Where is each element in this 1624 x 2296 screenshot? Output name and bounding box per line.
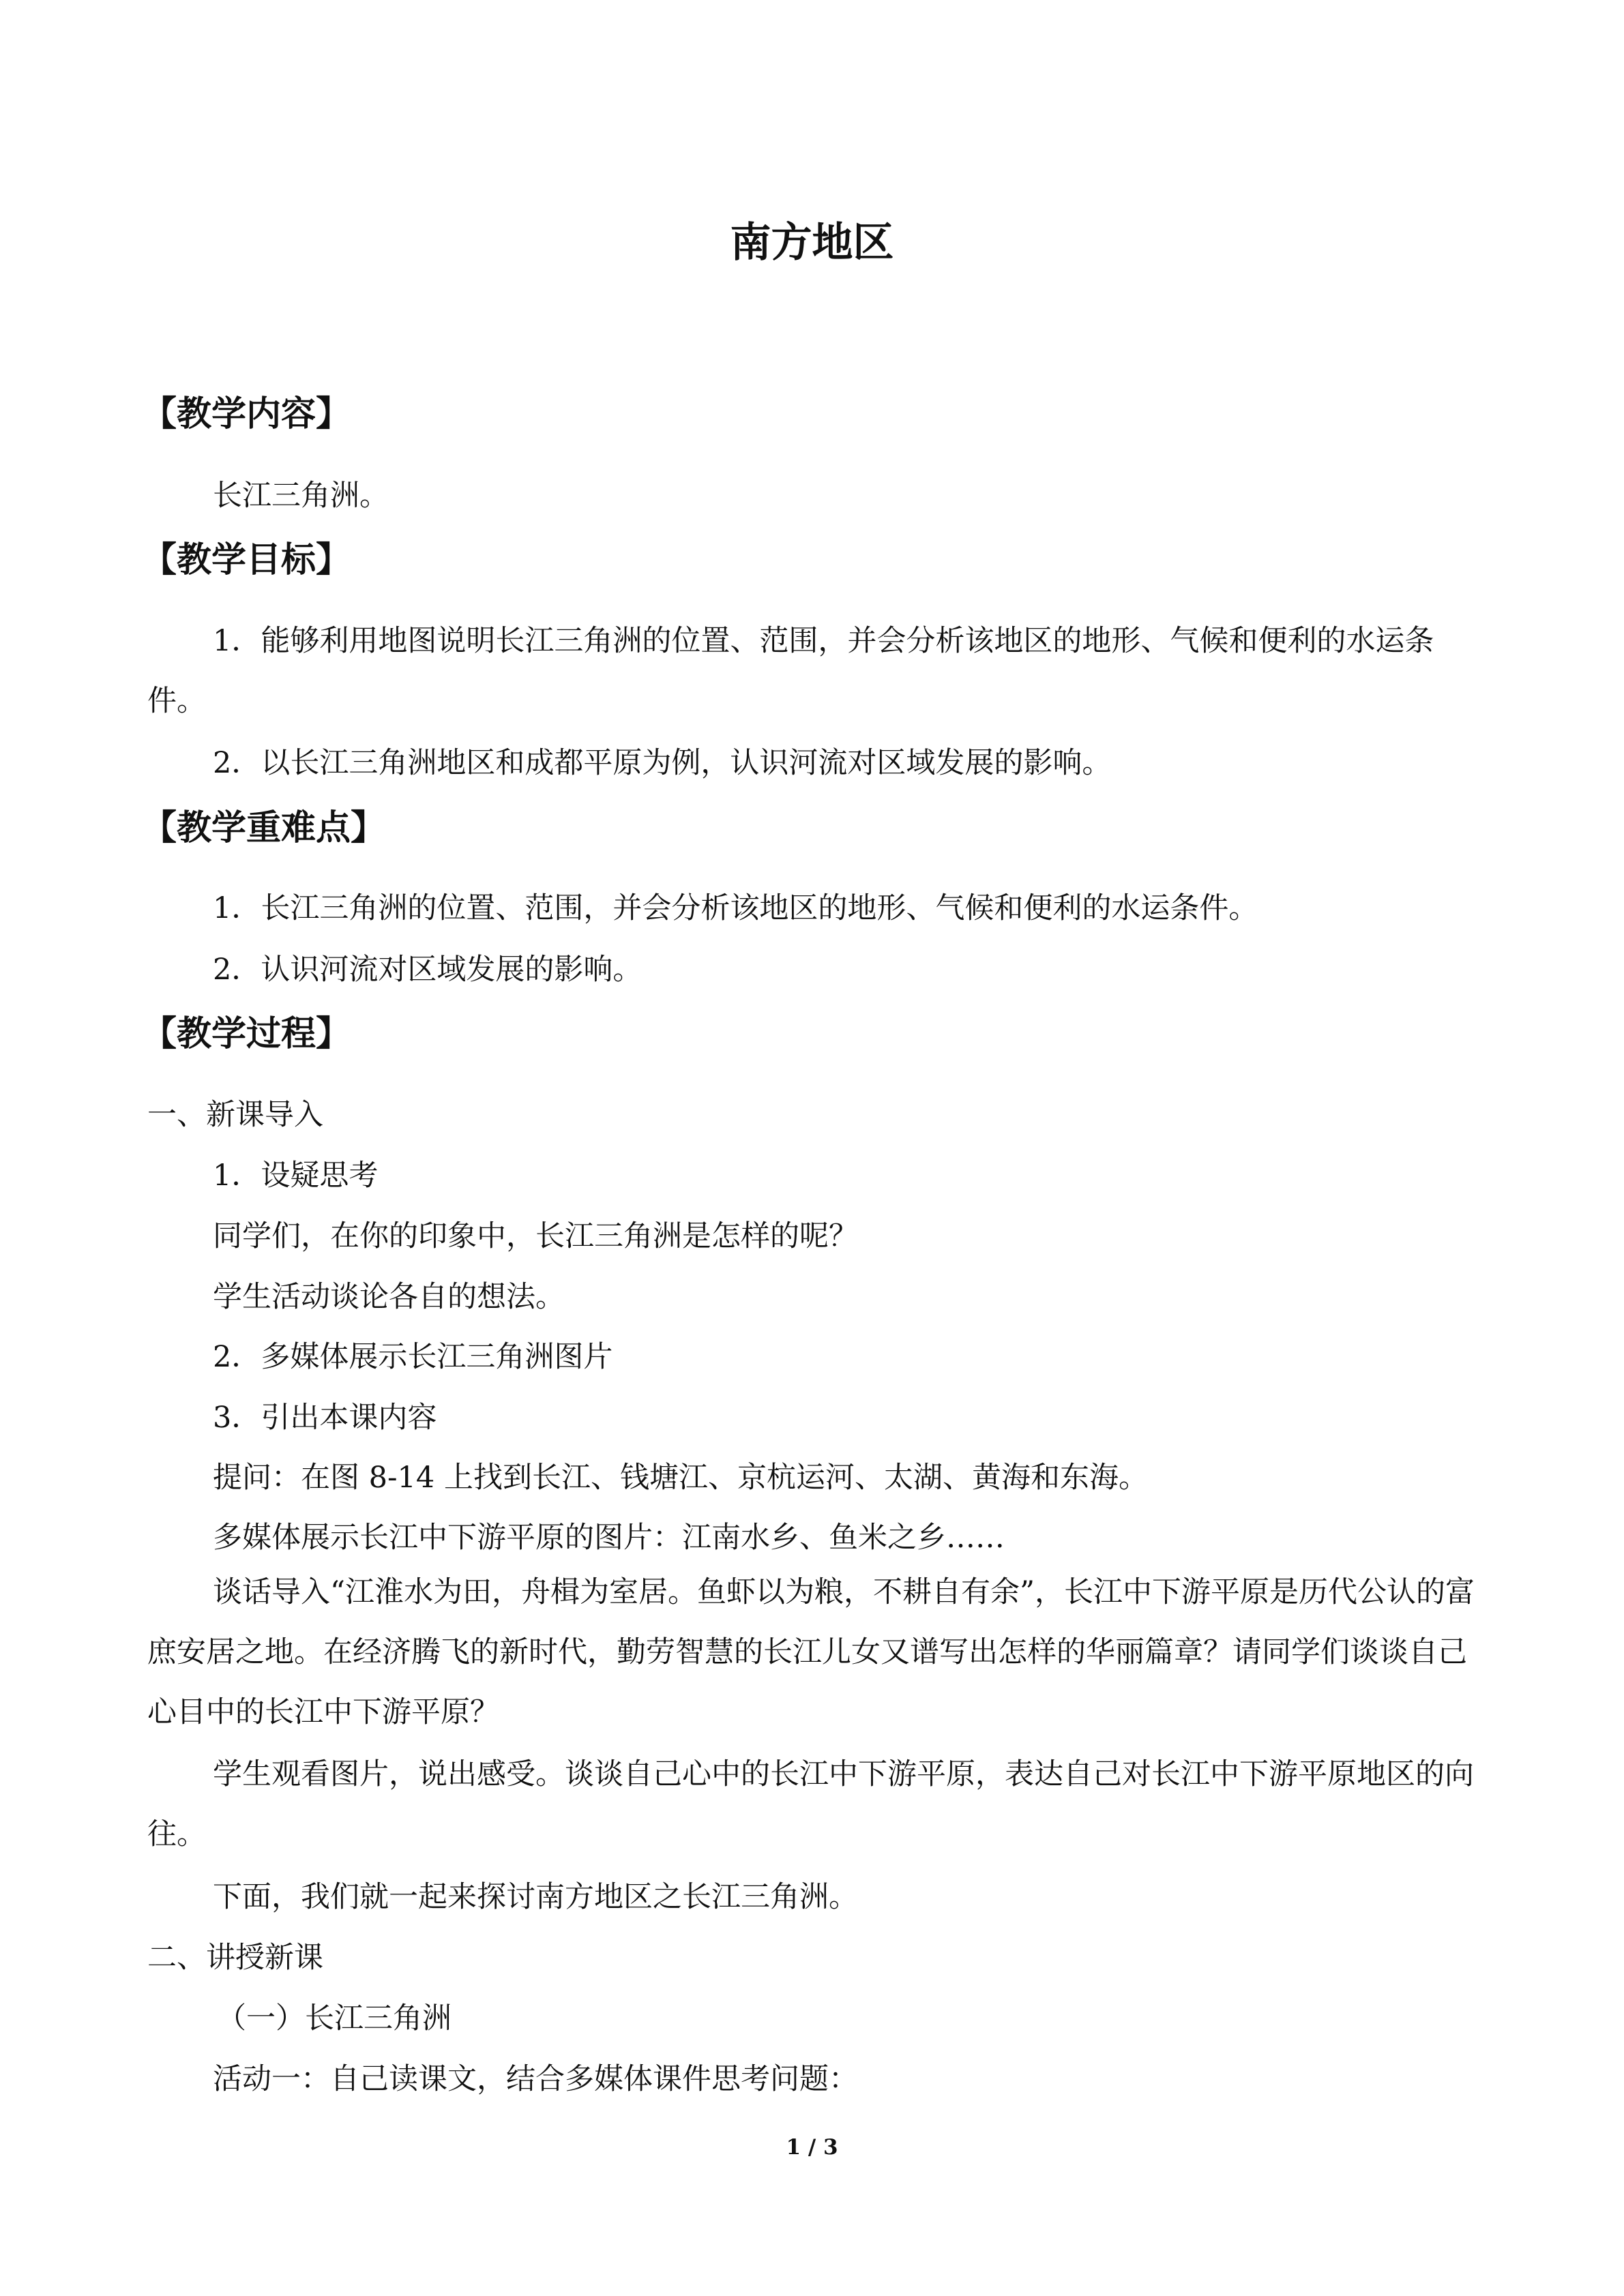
process-line-7: 多媒体展示长江中下游平原的图片：江南水乡、鱼米之乡…… <box>213 1521 1005 1555</box>
goal-item-2: 2．以长江三角洲地区和成都平原为例，认识河流对区域发展的影响。 <box>213 746 1112 780</box>
activity-line: 活动一：自己读课文，结合多媒体课件思考问题： <box>213 2062 858 2096</box>
process-line-1: 1．设疑思考 <box>213 1159 379 1193</box>
heading-process: 【教学过程】 <box>142 1014 351 1054</box>
content-text: 长江三角洲。 <box>213 479 389 513</box>
process-line-3: 学生活动谈论各自的想法。 <box>213 1280 565 1314</box>
process-paragraph-2: 学生观看图片，说出感受。谈谈自己心中的长江中下游平原，表达自己对长江中下游平原地区的向往。 <box>147 1757 1474 1851</box>
heading-content: 【教学内容】 <box>142 394 351 434</box>
document-title: 南方地区 <box>730 219 894 267</box>
part1-heading: 一、新课导入 <box>147 1098 323 1132</box>
page-number: 1 / 3 <box>786 2135 838 2160</box>
process-paragraph-1: 谈话导入“江淮水为田，舟楫为室居。鱼虾以为粮，不耕自有余”，长江中下游平原是历代公认的富庶安居之地。在经济腾飞的新时代，勤劳智慧的长江儿女又谱写出怎样的华丽篇章？请同学们谈谈自己心目中的长江中下游平原？ <box>147 1575 1475 1729</box>
process-line-2: 同学们，在你的印象中，长江三角洲是怎样的呢？ <box>213 1219 858 1253</box>
process-line-6: 提问：在图 8-14 上找到长江、钱塘江、京杭运河、太湖、黄海和东海。 <box>213 1461 1148 1495</box>
part2-heading: 二、讲授新课 <box>147 1941 323 1975</box>
keypoint-item-2: 2．认识河流对区域发展的影响。 <box>213 953 643 987</box>
heading-keypoints: 【教学重难点】 <box>142 808 386 848</box>
process-line-after: 下面，我们就一起来探讨南方地区之长江三角洲。 <box>213 1880 858 1914</box>
heading-goals: 【教学目标】 <box>142 540 351 580</box>
subsection-heading: （一）长江三角洲 <box>217 2001 452 2036</box>
keypoint-item-1: 1．长江三角洲的位置、范围，并会分析该地区的地形、气候和便利的水运条件。 <box>213 891 1258 925</box>
goal-item-1: 1．能够利用地图说明长江三角洲的位置、范围，并会分析该地区的地形、气候和便利的水运条件。 <box>147 624 1434 718</box>
process-line-5: 3．引出本课内容 <box>213 1401 437 1435</box>
process-line-4: 2．多媒体展示长江三角洲图片 <box>213 1340 613 1374</box>
